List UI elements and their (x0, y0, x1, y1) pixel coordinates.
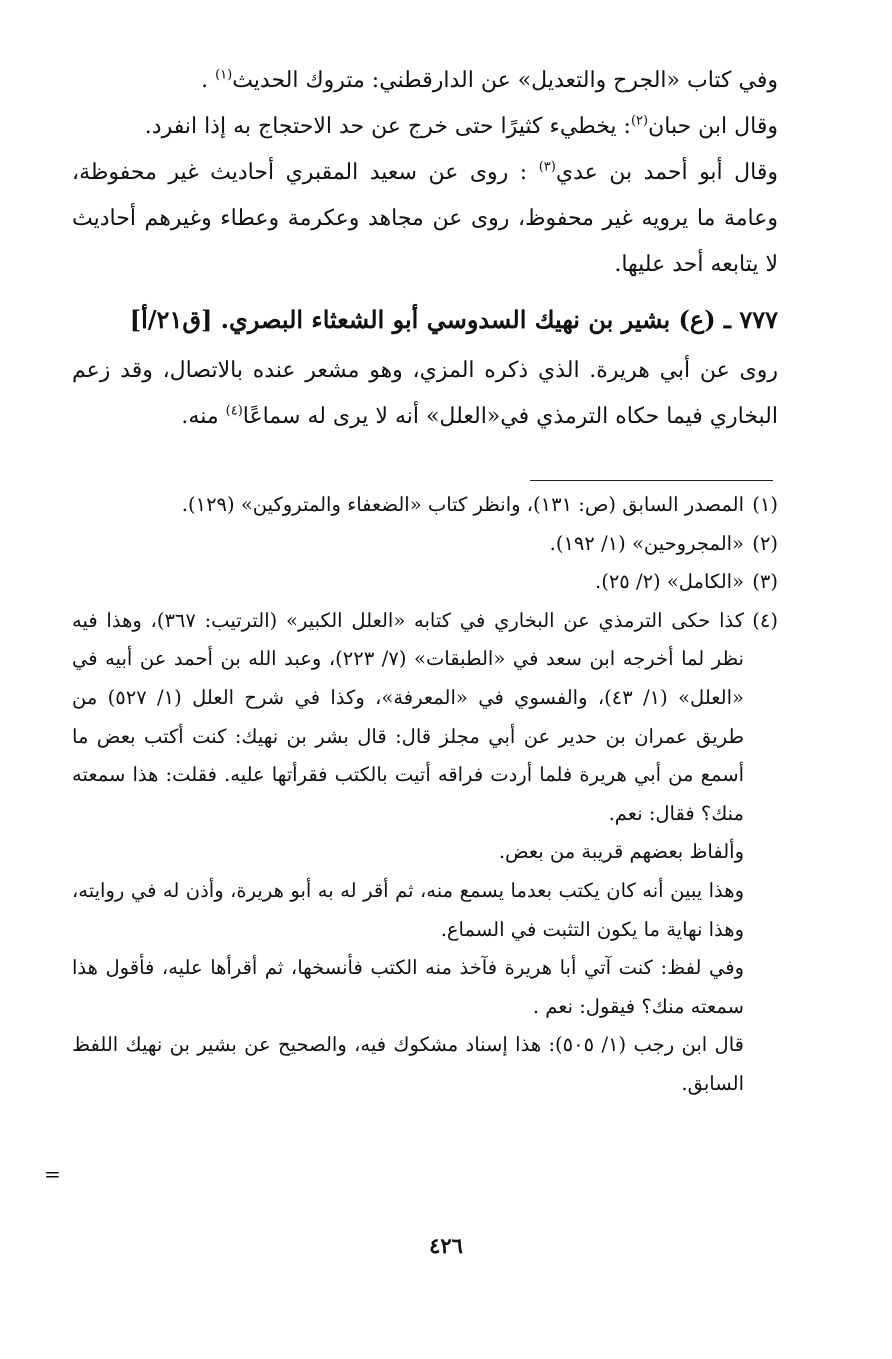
page-number: ٤٢٦ (429, 1233, 463, 1258)
paragraph-ibn-hibban (72, 104, 778, 150)
footnote-number: (٤) (752, 608, 778, 632)
continuation-marker: = (44, 1162, 61, 1186)
footnote-3 (72, 563, 778, 602)
paragraph-text: : يخطيء كثيرًا حتى خرج عن حد الاحتجاج به إذا انفرد. (144, 114, 631, 139)
footnote-4-continuation: وألفاظ بعضهم قريبة من بعض. (498, 840, 744, 864)
footnote-2 (72, 525, 778, 564)
paragraph-text: منه. (181, 404, 226, 429)
footnote-4-continuation: قال ابن رجب (١/ ٥٠٥): هذا إسناد مشكوك فيه، والصحيح عن بشير بن نهيك اللفظ السابق. (72, 1033, 744, 1095)
footnote-ref-1[interactable]: (١) (215, 67, 233, 83)
entry-heading: ٧٧٧ ـ (ع) بشير بن نهيك السدوسي أبو الشعثاء البصري. [ق٢١/أ] (129, 305, 778, 334)
footnote-4-continuation: وفي لفظ: كنت آتي أبا هريرة فآخذ منه الكتب فأنسخها، ثم أقرأها عليه، فأقول هذا سمعته منك؟ فيقول: نعم . (72, 956, 744, 1018)
paragraph-text: : روى عن سعيد المقبري أحاديث غير محفوظة، وعامة ما يرويه غير محفوظ، روى عن مجاهد وعكرمة وعطاء وغيرهم أحاديث لا يتابعه أحد عليها. (72, 160, 779, 277)
paragraph-entry-text (72, 348, 778, 440)
paragraph-text: روى عن أبي هريرة. الذي ذكره المزي، وهو مشعر عنده بالاتصال، وقد زعم البخاري فيما حكاه الترمذي في«العلل» أنه لا يرى له سماعًا (72, 358, 778, 429)
footnote-text: المصدر السابق (ص: ١٣١)، وانظر كتاب «الضعفاء والمتروكين» (١٢٩). (181, 493, 744, 516)
footnote-text: «المجروحين» (١/ ١٩٢). (549, 531, 744, 555)
footnote-ref-2[interactable]: (٢) (630, 113, 649, 129)
paragraph-jarh-tadil (72, 58, 778, 104)
paragraph-tail: . (201, 68, 216, 93)
paragraph-text: وقال أبو أحمد بن عدي (555, 160, 778, 185)
footnote-4 (72, 602, 778, 834)
paragraph-text: وفي كتاب «الجرح والتعديل» عن الدارقطني: متروك الحديث (232, 68, 778, 93)
footnote-separator (530, 480, 773, 481)
footnotes (72, 486, 778, 1104)
paragraph-text: وقال ابن حبان (648, 114, 778, 139)
main-text (72, 58, 778, 440)
footnote-4-continuation: وهذا يبين أنه كان يكتب بعدما يسمع منه، ثم أقر له به أبو هريرة، وأذن له في روايته، وهذا نهاية ما يكون التثبت في السماع. (72, 878, 744, 941)
footnote-ref-3[interactable]: (٣) (538, 159, 556, 175)
footnote-number: (٢) (752, 531, 778, 555)
footnote-text: «الكامل» (٢/ ٢٥). (595, 570, 744, 594)
footnote-1 (72, 486, 778, 525)
footnote-text: كذا حكى الترمذي عن البخاري في كتابه «العلل الكبير» (الترتيب: ٣٦٧)، وهذا فيه نظر لما أخرجه ابن سعد في «الطبقات» (٧/ ٢٢٣)، وعبد الله بن أحمد عن أبيه في «العلل» (١/ ٤٣)، والفسوي في «المعرفة»، وكذا في شرح العلل (١/ ٥٢٧) من طريق عمران بن حدير عن أبي مجلز قال: قال بشر بن نهيك: كنت أكتب بعض ما أسمع من أبي هريرة فلما أردت فراقه أتيت بالكتب فقرأتها عليه. فقلت: هذا سمعته منك؟ فقال: نعم. (72, 608, 745, 825)
footnote-number: (١) (752, 493, 778, 516)
footnote-ref-4[interactable]: (٤) (225, 403, 243, 419)
footnote-number: (٣) (752, 570, 778, 594)
paragraph-ibn-adi (72, 150, 778, 288)
